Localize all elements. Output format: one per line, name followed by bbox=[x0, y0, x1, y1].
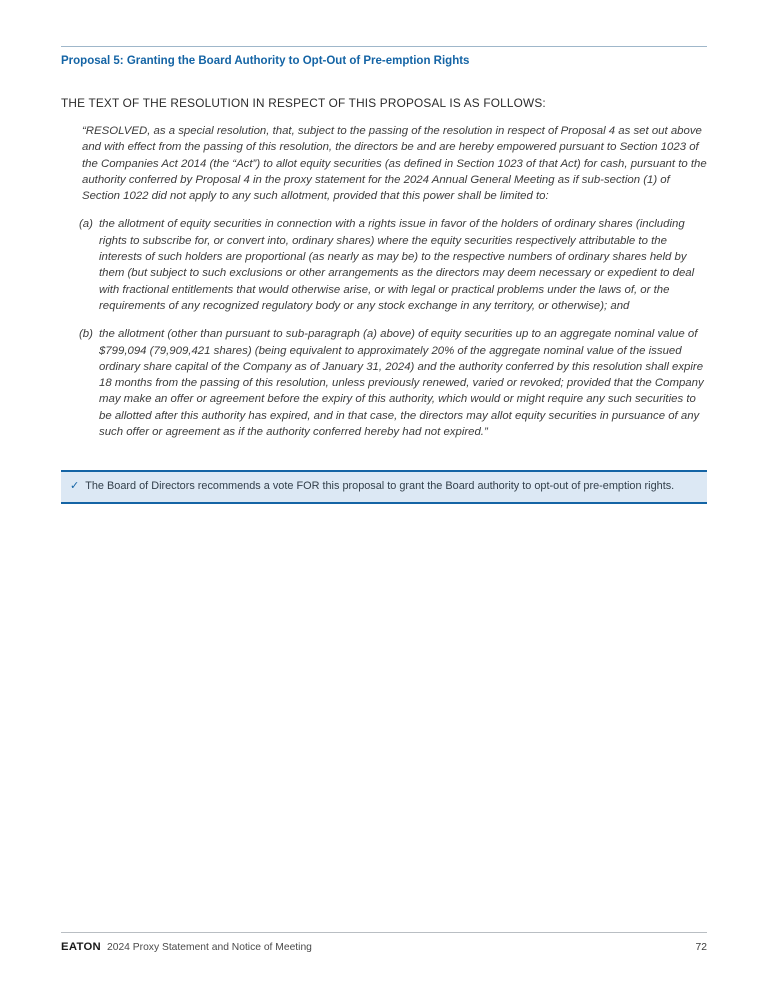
page-footer bbox=[61, 932, 707, 953]
board-recommendation-box bbox=[61, 470, 707, 503]
resolution-item-a-label: (a) bbox=[79, 218, 93, 231]
resolution-item-b bbox=[79, 326, 707, 440]
resolution-item-b-text: the allotment (other than pursuant to sub-paragraph (a) above) of equity securities up to an aggregate nominal value of $799,094 (79,909,421 shares) (being equivalent to approximately 20% of the aggregate nominal value of the issued ordinary share capital of the Company as of January 31, 2024) and the authority conferred by this resolution shall expire 18 months from the passing of this resolution, unless previously renewed, varied or revoked; provided that the Company may make an offer or agreement before the expiry of this authority, which would or might require any such securities to be allotted after this authority has expired, and in that case, the directors may allot equity securities in pursuance of any such offer or agreement as if the authority conferred hereby had not expired.” bbox=[99, 328, 704, 439]
header-rule bbox=[61, 46, 707, 47]
resolution-intro-text: THE TEXT OF THE RESOLUTION IN RESPECT OF THIS PROPOSAL IS AS FOLLOWS: bbox=[61, 96, 546, 110]
resolution-lead-paragraph: “RESOLVED, as a special resolution, that, subject to the passing of the resolution in respect of Proposal 4 as set out above and with effect from the passing of this resolution, the directors be and are hereby empowered pursuant to Section 1023 of the Companies Act 2014 (the “Act”) to allot equity securities (as defined in Section 1023 of that Act) for cash, pursuant to the authority conferred by Proposal 4 in the proxy statement for the 2024 Annual General Meeting as if sub-section (1) of Section 1022 did not apply to any such allotment, provided that this power shall be limited to: bbox=[82, 125, 707, 203]
checkmark-icon: ✓ bbox=[70, 480, 80, 493]
resolution-body bbox=[61, 123, 707, 440]
proposal-heading: Proposal 5: Granting the Board Authority to Opt-Out of Pre-emption Rights bbox=[61, 55, 470, 67]
footer-document-title: 2024 Proxy Statement and Notice of Meeting bbox=[107, 942, 312, 953]
resolution-item-a bbox=[79, 216, 707, 314]
board-recommendation-text: The Board of Directors recommends a vote FOR this proposal to grant the Board authority to opt-out of pre-emption rights. bbox=[85, 480, 675, 493]
resolution-item-a-text: the allotment of equity securities in connection with a rights issue in favor of the holders of ordinary shares (including rights to subscribe for, or convert into, ordinary shares) where the equity securities respectively attributable to the interests of such holders are proportional (as nearly as may be) to the respective numbers of ordinary shares held by them (but subject to such exclusions or other arrangements as the directors may deem necessary or expedient to deal with fractional entitlements that would otherwise arise, or with legal or practical problems under the laws of, or the requirements of any recognized regulatory body or any stock exchange in any territory, or otherwise); and bbox=[99, 218, 695, 312]
footer-page-number: 72 bbox=[695, 942, 707, 953]
resolution-item-b-label: (b) bbox=[79, 328, 93, 341]
footer-brand-logo: EATON bbox=[61, 941, 101, 953]
